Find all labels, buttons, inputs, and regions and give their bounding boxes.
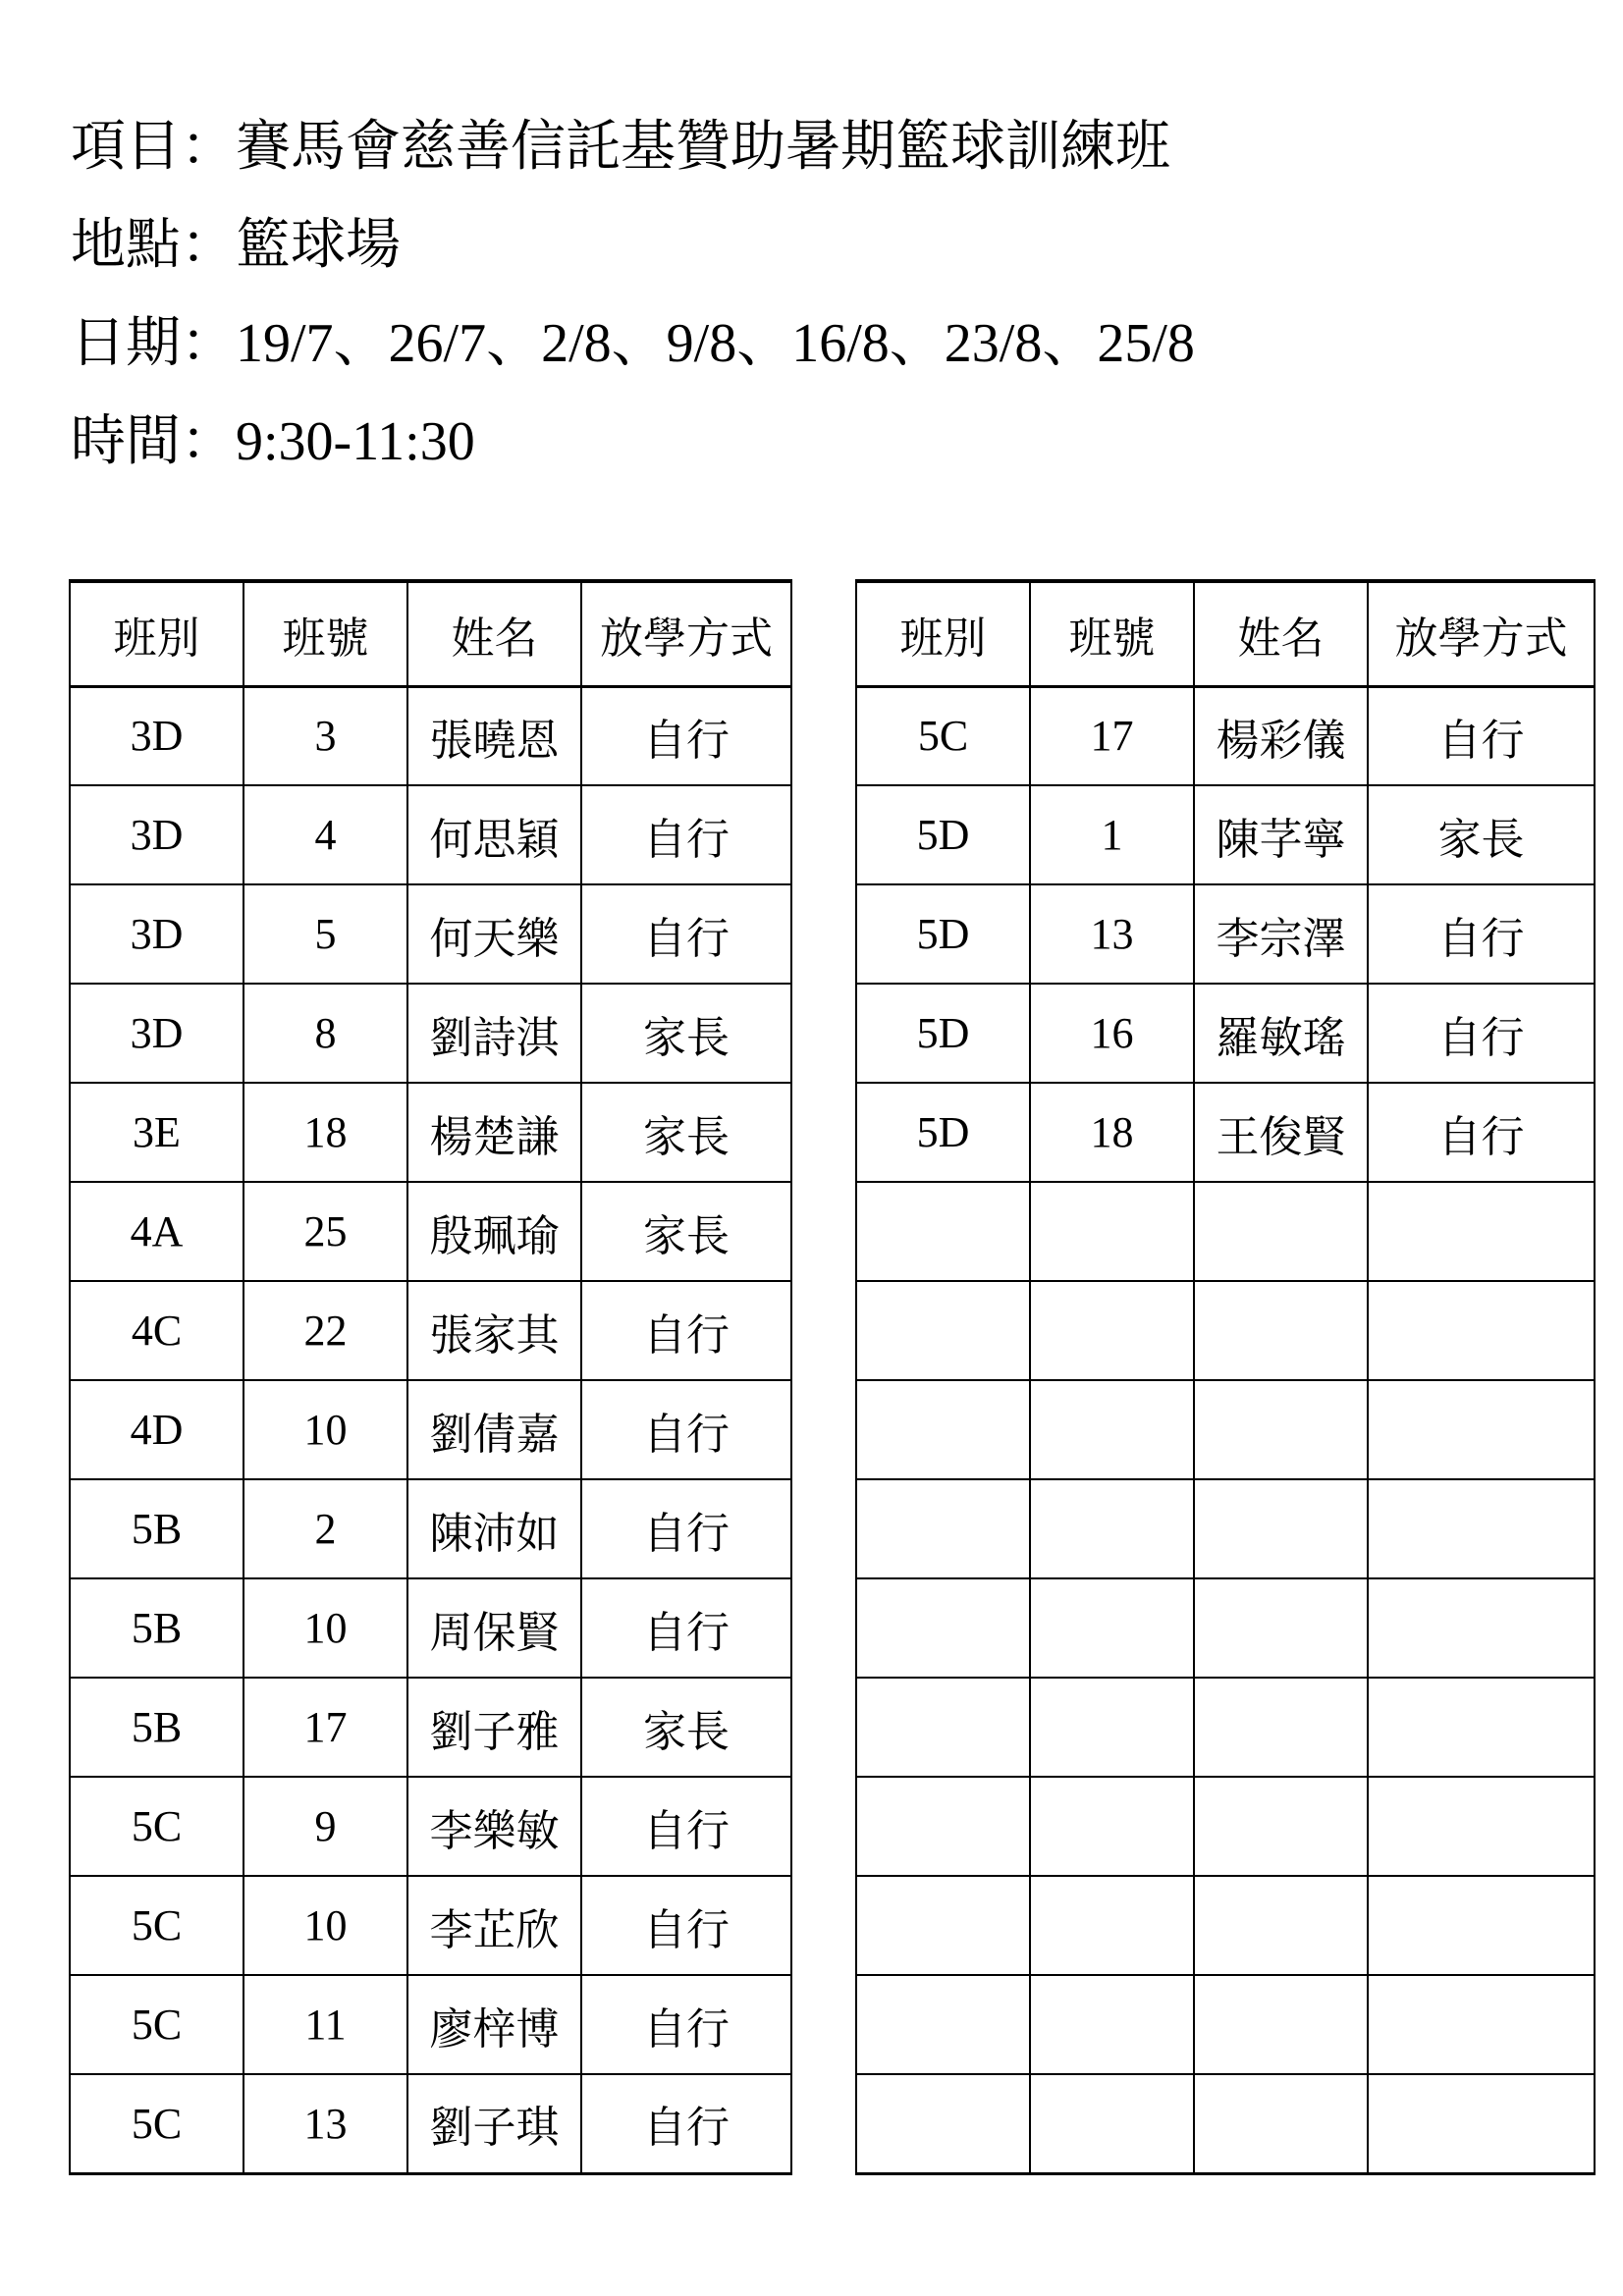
table-cell: 5C: [70, 1777, 243, 1876]
table-row: [856, 1182, 1595, 1281]
table-cell: 周保賢: [407, 1578, 581, 1678]
table-row: [70, 785, 791, 884]
table-row: [70, 1182, 791, 1281]
table-row: [856, 1777, 1595, 1876]
table-cell: [1030, 2074, 1194, 2173]
table-cell: [1030, 1578, 1194, 1678]
table-cell: 22: [243, 1281, 407, 1380]
header-cell: 放學方式: [581, 581, 791, 686]
table-cell: 李宗澤: [1194, 884, 1368, 984]
info-block: [71, 98, 1195, 491]
header-cell: 班號: [243, 581, 407, 686]
table-cell: 5C: [70, 1876, 243, 1975]
table-cell: 自行: [581, 1777, 791, 1876]
table-cell: 5: [243, 884, 407, 984]
table-cell: [1030, 1876, 1194, 1975]
table-cell: [1194, 2074, 1368, 2173]
table-row: [70, 1281, 791, 1380]
table-cell: 5B: [70, 1578, 243, 1678]
table-cell: 自行: [581, 1578, 791, 1678]
table-cell: [856, 1281, 1030, 1380]
table-cell: [856, 1479, 1030, 1578]
table-cell: [1368, 1578, 1595, 1678]
table-cell: 家長: [581, 1678, 791, 1777]
table-cell: 何思穎: [407, 785, 581, 884]
table-cell: 自行: [581, 2074, 791, 2173]
table-row: [856, 686, 1595, 785]
table-cell: 家長: [581, 1083, 791, 1182]
table-cell: [1194, 1777, 1368, 1876]
table-cell: [1368, 1876, 1595, 1975]
table-cell: [1194, 1975, 1368, 2074]
table-cell: [1030, 1182, 1194, 1281]
table-cell: 25: [243, 1182, 407, 1281]
table-cell: 自行: [581, 686, 791, 785]
table-row: [70, 1777, 791, 1876]
table-cell: 自行: [581, 1380, 791, 1479]
table-row: [856, 984, 1595, 1083]
table-cell: 17: [243, 1678, 407, 1777]
table-cell: 5C: [856, 686, 1030, 785]
table-row: [856, 1578, 1595, 1678]
table-row: [70, 1380, 791, 1479]
table-cell: 3D: [70, 984, 243, 1083]
table-cell: 劉詩淇: [407, 984, 581, 1083]
table-cell: 1: [1030, 785, 1194, 884]
table-cell: 自行: [581, 1479, 791, 1578]
table-cell: 3D: [70, 686, 243, 785]
table-row: [856, 1083, 1595, 1182]
table-cell: 4D: [70, 1380, 243, 1479]
table-cell: [856, 1380, 1030, 1479]
table-cell: 家長: [1368, 785, 1595, 884]
table-cell: 陳沛如: [407, 1479, 581, 1578]
table-cell: 13: [243, 2074, 407, 2173]
table-cell: [856, 2074, 1030, 2173]
table-cell: [1030, 1975, 1194, 2074]
left-roster-table: [69, 579, 792, 2175]
table-cell: 3: [243, 686, 407, 785]
table-cell: 8: [243, 984, 407, 1083]
table-row: [70, 1479, 791, 1578]
header-cell: 放學方式: [1368, 581, 1595, 686]
table-cell: [1194, 1876, 1368, 1975]
table-cell: [1030, 1380, 1194, 1479]
table-cell: [1030, 1678, 1194, 1777]
table-cell: 10: [243, 1876, 407, 1975]
table-cell: [856, 1876, 1030, 1975]
table-cell: 陳芓寧: [1194, 785, 1368, 884]
table-cell: [1368, 1281, 1595, 1380]
table-cell: [1194, 1182, 1368, 1281]
table-cell: [1368, 1182, 1595, 1281]
table-cell: 廖梓博: [407, 1975, 581, 2074]
table-row: [70, 686, 791, 785]
table-row: [856, 884, 1595, 984]
time-line: 時間：9:30-11:30: [71, 411, 475, 472]
table-cell: 王俊賢: [1194, 1083, 1368, 1182]
table-cell: [856, 1777, 1030, 1876]
project-line: 項目：賽馬會慈善信託基贊助暑期籃球訓練班: [71, 117, 1170, 178]
table-cell: 自行: [581, 785, 791, 884]
table-cell: 5B: [70, 1678, 243, 1777]
table-cell: 自行: [1368, 984, 1595, 1083]
header-cell: 姓名: [1194, 581, 1368, 686]
table-cell: 楊彩儀: [1194, 686, 1368, 785]
left-roster-body: [70, 686, 791, 2173]
header-row: [70, 581, 791, 686]
header-cell: 班別: [70, 581, 243, 686]
table-row: [856, 1678, 1595, 1777]
table-cell: 11: [243, 1975, 407, 2074]
table-row: [70, 884, 791, 984]
table-row: [70, 984, 791, 1083]
table-row: [856, 1876, 1595, 1975]
table-row: [856, 2074, 1595, 2173]
table-cell: [1368, 1479, 1595, 1578]
table-row: [70, 1975, 791, 2074]
table-cell: [1368, 2074, 1595, 2173]
table-cell: 3D: [70, 785, 243, 884]
table-cell: [1194, 1281, 1368, 1380]
table-cell: 自行: [581, 884, 791, 984]
table-cell: 家長: [581, 1182, 791, 1281]
table-row: [856, 1380, 1595, 1479]
header-cell: 班號: [1030, 581, 1194, 686]
table-cell: 自行: [1368, 1083, 1595, 1182]
table-cell: [1368, 1678, 1595, 1777]
table-cell: [1194, 1380, 1368, 1479]
table-cell: 劉倩嘉: [407, 1380, 581, 1479]
right-roster-table: [855, 579, 1596, 2175]
date-line: 日期：19/7、26/7、2/8、9/8、16/8、23/8、25/8: [71, 313, 1195, 374]
table-cell: 李樂敏: [407, 1777, 581, 1876]
table-cell: 10: [243, 1380, 407, 1479]
table-cell: 4: [243, 785, 407, 884]
table-cell: 16: [1030, 984, 1194, 1083]
table-cell: 李芷欣: [407, 1876, 581, 1975]
table-row: [856, 785, 1595, 884]
table-cell: 5B: [70, 1479, 243, 1578]
table-cell: [856, 1182, 1030, 1281]
table-cell: 自行: [581, 1975, 791, 2074]
location-line: 地點：籃球場: [71, 215, 401, 276]
table-cell: 楊楚謙: [407, 1083, 581, 1182]
table-cell: [1368, 1380, 1595, 1479]
table-cell: 羅敏瑤: [1194, 984, 1368, 1083]
table-cell: [1030, 1777, 1194, 1876]
table-cell: 5D: [856, 884, 1030, 984]
table-cell: [1194, 1479, 1368, 1578]
table-cell: 10: [243, 1578, 407, 1678]
table-row: [856, 1479, 1595, 1578]
table-cell: [856, 1678, 1030, 1777]
table-row: [856, 1281, 1595, 1380]
table-cell: 自行: [1368, 686, 1595, 785]
table-row: [70, 1083, 791, 1182]
table-cell: [1368, 1975, 1595, 2074]
header-cell: 姓名: [407, 581, 581, 686]
right-roster-header: [856, 581, 1595, 686]
table-cell: 殷珮瑜: [407, 1182, 581, 1281]
table-cell: 4A: [70, 1182, 243, 1281]
table-cell: 3E: [70, 1083, 243, 1182]
table-row: [70, 1678, 791, 1777]
table-cell: 5C: [70, 2074, 243, 2173]
table-cell: [1194, 1578, 1368, 1678]
table-cell: 何天樂: [407, 884, 581, 984]
table-cell: 5C: [70, 1975, 243, 2074]
table-cell: 劉子雅: [407, 1678, 581, 1777]
table-cell: 自行: [1368, 884, 1595, 984]
header-cell: 班別: [856, 581, 1030, 686]
table-cell: [1368, 1777, 1595, 1876]
table-cell: 4C: [70, 1281, 243, 1380]
table-cell: 2: [243, 1479, 407, 1578]
table-cell: [1194, 1678, 1368, 1777]
table-cell: 13: [1030, 884, 1194, 984]
table-cell: [1030, 1281, 1194, 1380]
table-cell: [856, 1578, 1030, 1678]
table-cell: 5D: [856, 984, 1030, 1083]
table-row: [70, 1876, 791, 1975]
table-cell: 自行: [581, 1876, 791, 1975]
table-cell: 3D: [70, 884, 243, 984]
left-roster-header: [70, 581, 791, 686]
table-row: [856, 1975, 1595, 2074]
table-cell: 17: [1030, 686, 1194, 785]
right-roster-body: [856, 686, 1595, 2173]
table-cell: [856, 1975, 1030, 2074]
table-cell: 張家其: [407, 1281, 581, 1380]
table-cell: [1030, 1479, 1194, 1578]
table-row: [70, 1578, 791, 1678]
table-cell: 劉子琪: [407, 2074, 581, 2173]
table-cell: 家長: [581, 984, 791, 1083]
table-cell: 18: [243, 1083, 407, 1182]
table-cell: 5D: [856, 785, 1030, 884]
table-cell: 5D: [856, 1083, 1030, 1182]
header-row: [856, 581, 1595, 686]
table-cell: 自行: [581, 1281, 791, 1380]
table-cell: 18: [1030, 1083, 1194, 1182]
table-cell: 9: [243, 1777, 407, 1876]
table-cell: 張曉恩: [407, 686, 581, 785]
table-row: [70, 2074, 791, 2173]
